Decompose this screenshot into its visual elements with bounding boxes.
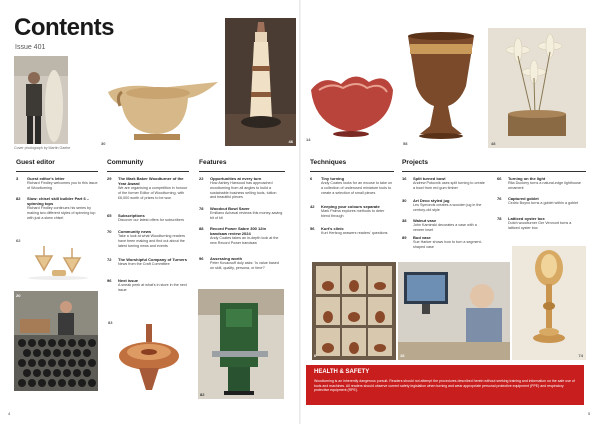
page-number: 65: [107, 213, 112, 218]
page-number: 76: [497, 196, 502, 201]
photo-walnut-vase: [400, 30, 482, 148]
contents-entry[interactable]: [497, 196, 581, 206]
entry-title: Captured goblet: [508, 196, 539, 201]
contents-entry[interactable]: [199, 206, 283, 221]
photo-number: 30: [101, 141, 106, 146]
photo-bandsaw: [198, 289, 284, 399]
section-heading-techniques: Techniques: [310, 159, 347, 166]
photo-number: 83: [108, 320, 113, 325]
entry-description: How Ashley Harwood has approached woodturning from all angles to build a sustainable business selling tools, tuition and beautiful pieces: [210, 181, 277, 200]
entry-description: A sneak peek at what's in store in the next issue: [118, 283, 187, 292]
photo-number: 16: [400, 353, 405, 358]
entry-description: Andy Coates takes an in-depth look at the new Record Power bandsaw: [210, 236, 279, 245]
photo-number: 62: [16, 238, 21, 243]
entry-title: Turning on the light: [508, 176, 546, 181]
entry-title: Guest editor's letter: [27, 176, 65, 181]
contents-entry[interactable]: [107, 213, 191, 223]
entry-title: Latticed oyster box: [508, 216, 545, 221]
entry-description: Sue Harker shows how to turn a segment-shaped vase: [413, 240, 482, 249]
entry-title: Slow: chisel skill builder Part 6 – spinning tops: [27, 196, 90, 206]
contents-entry[interactable]: [16, 176, 100, 191]
contents-entry[interactable]: [199, 176, 283, 200]
entry-description: Take a look at what Woodturning readers have been making and find out about the latest turning news and events: [118, 234, 185, 248]
entry-title: Bud vase: [413, 235, 431, 240]
entry-description: Andrew Potocnik uses split turning to create a bowl from red gum timber: [413, 181, 485, 190]
entry-title: Woodcut Bowl Saver: [210, 206, 250, 211]
contents-entry[interactable]: [199, 226, 283, 246]
entry-title: The Mark Baker Woodturner of the Year Award: [118, 176, 184, 186]
contents-entry[interactable]: [310, 176, 394, 195]
photo-turner-computer: [398, 262, 510, 360]
contents-entry[interactable]: [310, 226, 394, 236]
entry-title: Opportunities at every turn: [210, 176, 262, 181]
page-number: 38: [402, 218, 407, 223]
page-number: 82: [16, 196, 21, 201]
entry-description: Discover our latest offers for subscribers: [118, 218, 184, 222]
entry-title: Record Power Sabre 300 12in bandsaw review 2024: [210, 226, 267, 236]
entry-title: Art Deco styled jug: [413, 198, 450, 203]
cover-credit: Cover photograph by Martin Gaebe: [14, 146, 71, 150]
entry-description: Richard Findley welcomes you to this issue of Woodturning: [27, 181, 98, 190]
page-number: 42: [310, 204, 315, 209]
contents-entry[interactable]: [497, 216, 581, 231]
entry-title: Walnut vase: [413, 218, 437, 223]
contents-entry[interactable]: [402, 176, 486, 191]
page-number: 96: [107, 278, 112, 283]
health-safety-notice: [306, 365, 584, 405]
contents-entry[interactable]: [107, 257, 191, 267]
entry-description: Peter Kovacsoff duly asks: 'Is value based on skill, quality, persona, or time?': [210, 261, 279, 270]
contents-entry[interactable]: [107, 278, 191, 293]
page-number: 66: [497, 176, 502, 181]
folio-right: 5: [588, 411, 591, 416]
photo-lighthouse: [225, 18, 296, 146]
contents-entry[interactable]: [402, 235, 486, 250]
page-number: 72: [107, 257, 112, 262]
issue-number: Issue 401: [15, 44, 46, 51]
folio-left: 4: [8, 411, 11, 416]
entry-title: Tiny turning: [321, 176, 345, 181]
section-rule: [199, 171, 285, 172]
photo-number: 74: [578, 353, 583, 358]
page-number: 70: [107, 229, 112, 234]
photo-goblet: [512, 246, 586, 360]
page-number: 88: [199, 226, 204, 231]
photo-jug: [98, 62, 224, 148]
contents-entry[interactable]: [107, 229, 191, 248]
page-number: 6: [310, 176, 313, 181]
contents-entry[interactable]: [107, 176, 191, 200]
page-number: 56: [310, 226, 315, 231]
entry-title: Subscriptions: [118, 213, 145, 218]
entry-description: John Kaminski decorates a vase with a veneer inset: [413, 223, 477, 232]
cover-photo: [14, 56, 68, 144]
contents-entry[interactable]: [497, 176, 581, 191]
photo-number: 58: [403, 141, 408, 146]
section-heading-projects: Projects: [402, 159, 429, 166]
page-number: 89: [402, 235, 407, 240]
photo-miniatures: [312, 262, 396, 360]
page-gutter: [299, 0, 301, 424]
entry-description: Andy Coates looks for an excuse to take on a collection of underused miniature tools to create a selection of small pieces: [321, 181, 393, 195]
page-number: 3: [16, 176, 19, 181]
entry-description: Emiliano Achaval reviews this money-saving bit of kit: [210, 211, 283, 220]
entry-description: Kurt Hertzog answers readers' questions: [321, 231, 388, 235]
photo-number: 20: [16, 293, 21, 298]
section-rule: [310, 171, 394, 172]
entry-title: Kurt's clinic: [321, 226, 344, 231]
entry-title: The Worshipful Company of Turners: [118, 257, 187, 262]
photo-number: 48: [491, 141, 496, 146]
section-heading-guest-editor: Guest editor: [16, 159, 55, 166]
photo-number: 14: [306, 137, 311, 142]
photo-split-bowl: [303, 56, 399, 144]
page-number: 78: [497, 216, 502, 221]
health-safety-title: HEALTH & SAFETY: [314, 369, 370, 375]
photo-number: 6: [314, 353, 317, 358]
page-number: 16: [402, 176, 407, 181]
photo-copper-top: [106, 318, 192, 398]
entry-title: Assessing worth: [210, 256, 243, 261]
photo-number: 82: [200, 392, 205, 397]
entry-title: Next issue: [118, 278, 139, 283]
page-title: Contents: [14, 14, 114, 41]
entry-description: Les Symonds creates a wooden jug in the century-old style: [413, 203, 482, 212]
entry-description: Cedric Boyno turns a goblet within a goblet: [508, 201, 579, 205]
contents-entry[interactable]: [402, 198, 486, 213]
entry-description: Richard Findley continues his series by making two different styles of spinning top with just a skew chisel: [27, 206, 96, 220]
page-number: 22: [199, 176, 204, 181]
page-number: 30: [402, 198, 407, 203]
photo-flowers: [488, 28, 586, 148]
page-number: 96: [199, 256, 204, 261]
photo-ashley-harwood: [14, 291, 98, 391]
health-safety-text: Woodturning is an inherently dangerous pursuit. Readers should not attempt the procedures described herein without seeking training and information on the safe use of tools and machines. All readers should observe current safety legislation when turning and wear appropriate personal protective equipment (PPE) and respiratory protective equipment (RPE).: [314, 379, 575, 393]
contents-entry[interactable]: [199, 256, 283, 271]
section-rule: [16, 171, 98, 172]
entry-title: Keeping your colours separate: [321, 204, 380, 209]
entry-title: Community news: [118, 229, 152, 234]
page-number: 29: [107, 176, 112, 181]
entry-description: Rita Duckery turns a natural-edge lighthouse ornament: [508, 181, 581, 190]
photo-number: 46: [288, 139, 293, 144]
photo-spinning-tops: [14, 236, 98, 286]
contents-entry[interactable]: [16, 196, 100, 220]
entry-description: News from the Craft Committee: [118, 262, 170, 266]
section-heading-features: Features: [199, 159, 227, 166]
contents-entry[interactable]: [402, 218, 486, 233]
section-rule: [402, 171, 586, 172]
entry-description: Dutch woodturner Ger Vervoort turns a latticed oyster box: [508, 221, 572, 230]
entry-title: Split turned bowl: [413, 176, 446, 181]
entry-description: We are organising a competition in honour of the former Editor of Woodturning, with £6,000 worth of prizes to be won: [118, 186, 188, 200]
contents-entry[interactable]: [310, 204, 394, 219]
entry-description: Mark Palma explores methods to deter blend through: [321, 209, 385, 218]
section-rule: [107, 171, 189, 172]
section-heading-community: Community: [107, 159, 144, 166]
page-number: 78: [199, 206, 204, 211]
